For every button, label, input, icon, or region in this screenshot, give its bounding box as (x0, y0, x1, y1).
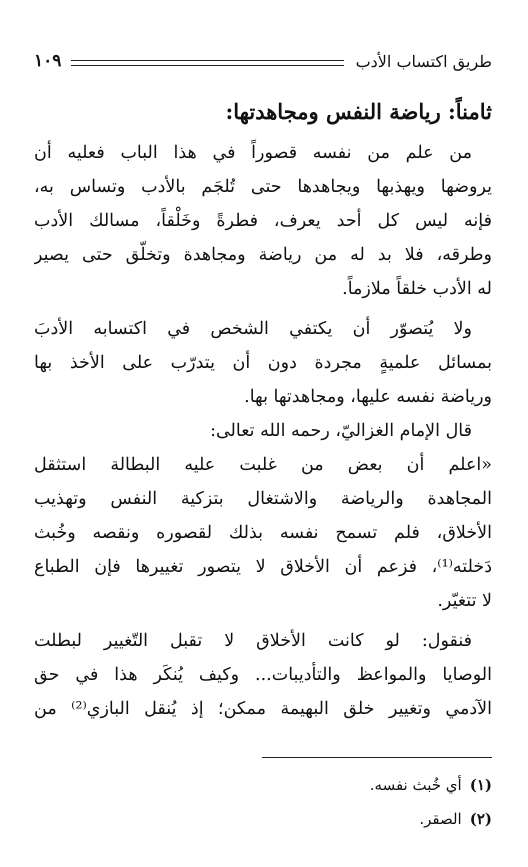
text-line: فنقول: لو كانت الأخلاق لا تقبل التّغيير لبطلت (34, 631, 472, 651)
text-line: من علم من نفسه قصوراً في هذا الباب فعليه أن (34, 143, 472, 163)
footnote-text: الصقر. (419, 810, 462, 828)
text-line: له الأدب خلقاً ملازماً. (342, 279, 492, 299)
footnote-text: أي خُبث نفسه. (369, 776, 462, 794)
footnote-number: (٢) (469, 810, 492, 828)
text-line: يروضها ويهذبها ويجاهدها حتى تُلجَم بالأدب وتساس به، (34, 177, 492, 197)
text-line: المجاهدة والرياضة والاشتغال بتزكية النفس وتهذيب (34, 489, 492, 509)
page-header (34, 44, 492, 78)
text-line: بمسائل علميةٍ مجردة دون أن يتدرّب على الأخذ بها (34, 353, 492, 373)
text-line: «اعلم أن بعض من غلبت عليه البطالة استثقل (34, 455, 492, 475)
running-title: طريق اكتساب الأدب (355, 51, 492, 71)
footnote-number: (١) (469, 776, 492, 794)
body-text (34, 136, 492, 726)
footnote (36, 768, 492, 802)
text-line: دَخلته⁽¹⁾، فزعم أن الأخلاق لا يتصور تغييرها فإن الطباع (34, 557, 492, 577)
text-line: ورياضة نفسه عليها، ومجاهدتها بها. (244, 387, 492, 407)
text-line: فإنه ليس كل أحد يعرف، فطرةً وخَلْقاً، مسالك الأدب (34, 211, 492, 231)
text-line: ولا يُتصوّر أن يكتفي الشخص في اكتسابه الأدبَ (34, 319, 472, 339)
header-rule (71, 60, 343, 66)
section-title: ثامناً: رياضة النفس ومجاهدتها: (225, 99, 492, 124)
footnote (36, 802, 492, 836)
page-number: ١٠٩ (34, 51, 62, 71)
text-line: الآدمي وتغيير خلق البهيمة ممكن؛ إذ يُنقل البازي⁽²⁾ من (34, 699, 492, 719)
text-line: لا تتغيّر. (437, 591, 492, 611)
footnote-rule (262, 757, 492, 758)
footnotes (36, 768, 492, 836)
text-line: قال الإمام الغزاليّ، رحمه الله تعالى: (210, 421, 472, 441)
text-line: الوصايا والمواعظ والتأديبات... وكيف يُنكَر هذا في حق (34, 665, 492, 685)
text-line: وطرقه، فلا بد له من رياضة ومجاهدة وتخلّق حتى يصير (34, 245, 492, 265)
text-line: الأخلاق، فلم تسمح نفسه بذلك لقصوره ونقصه وخُبث (34, 523, 492, 543)
